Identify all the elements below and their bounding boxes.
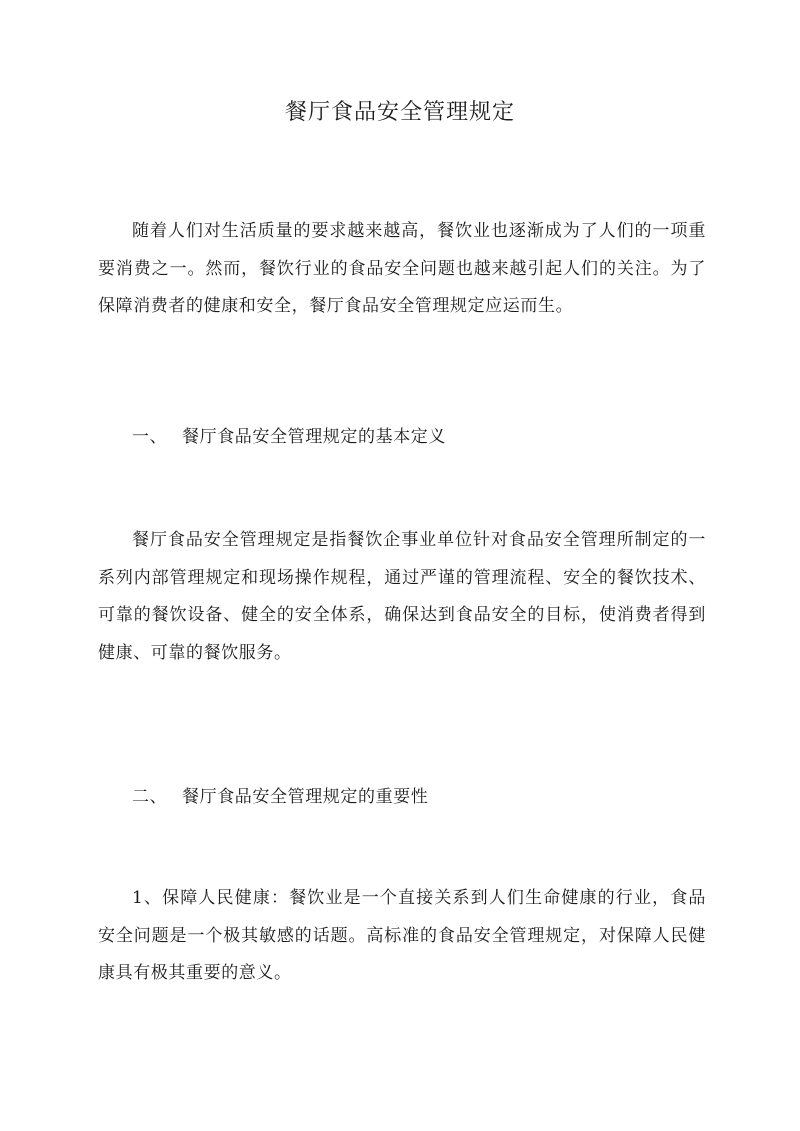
section-heading-2 [132, 783, 706, 811]
section-heading-1 [132, 423, 706, 451]
section-number-2: 二、 [132, 787, 168, 807]
section-heading-text-1: 餐厅食品安全管理规定的基本定义 [182, 427, 446, 447]
section-heading-text-2: 餐厅食品安全管理规定的重要性 [182, 787, 429, 807]
intro-paragraph: 随着人们对生活质量的要求越来越高，餐饮业也逐渐成为了人们的一项重要消费之一。然而，餐饮行业的食品安全问题也越来越引起人们的关注。为了保障消费者的健康和安全，餐厅食品安全管理规定应运而生。 [98, 221, 706, 316]
section-number-1: 一、 [132, 427, 168, 447]
definition-paragraph: 餐厅食品安全管理规定是指餐饮企事业单位针对食品安全管理所制定的一系列内部管理规定和现场操作规程，通过严谨的管理流程、安全的餐饮技术、可靠的餐饮设备、健全的安全体系，确保达到食品安全的目标，使消费者得到健康、可靠的餐饮服务。 [98, 530, 706, 663]
importance-item-paragraph: 1、保障人民健康：餐饮业是一个直接关系到人们生命健康的行业，食品安全问题是一个极其敏感的话题。高标准的食品安全管理规定，对保障人民健康具有极其重要的意义。 [98, 888, 706, 983]
document-title: 餐厅食品安全管理规定 [284, 100, 515, 125]
